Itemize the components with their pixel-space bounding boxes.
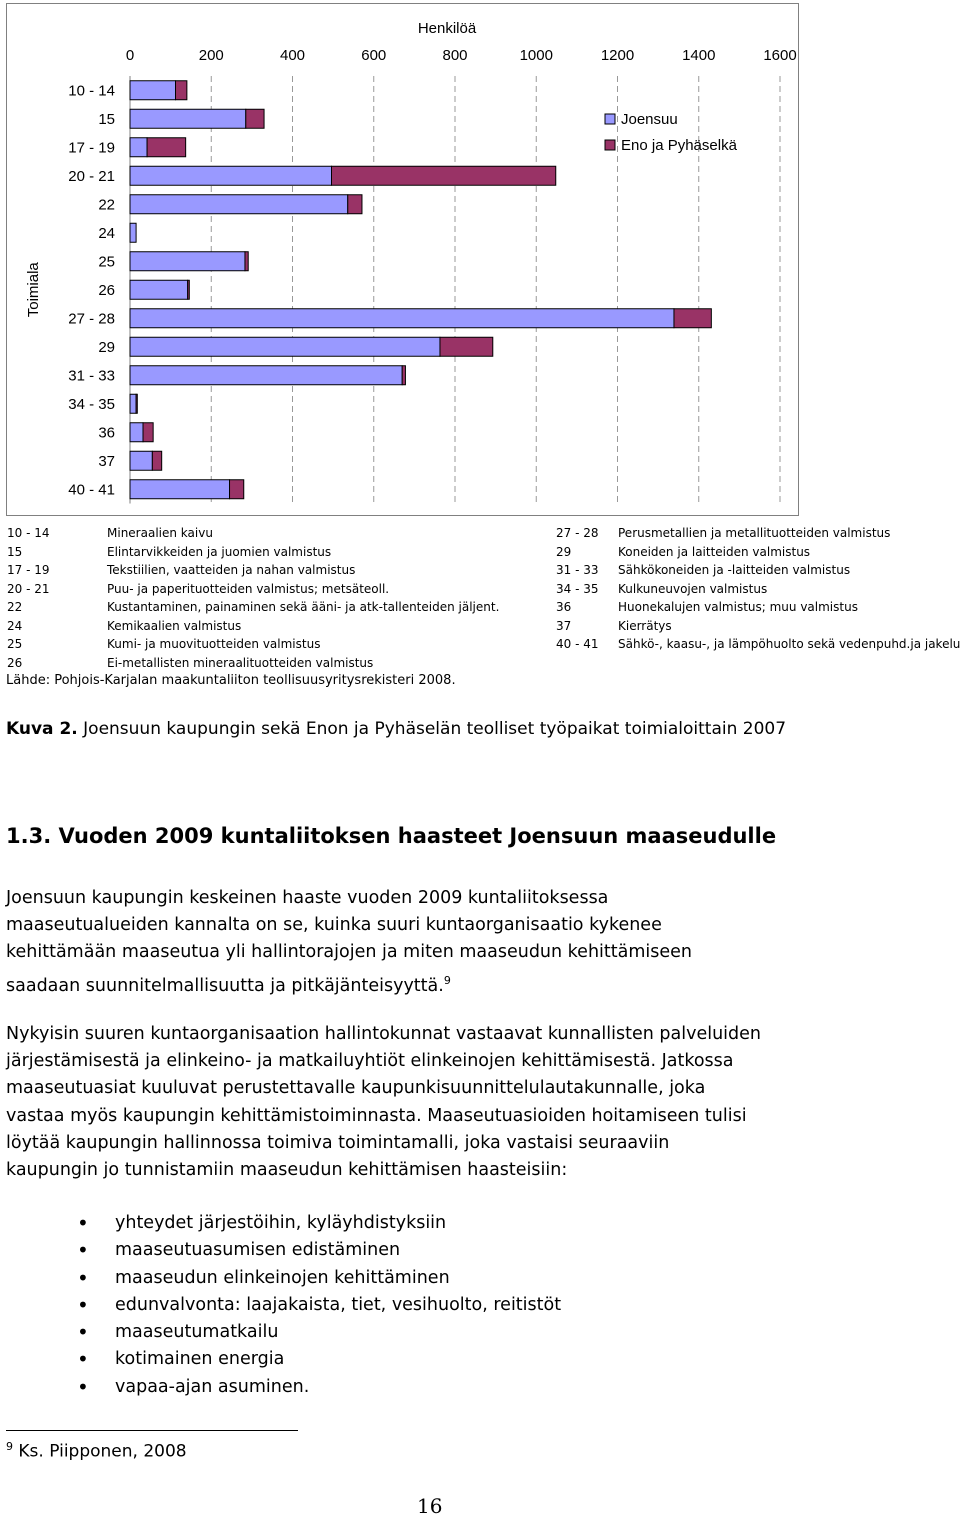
legend-code: 31 - 33 xyxy=(556,563,599,577)
x-tick-label: 600 xyxy=(361,47,387,64)
legend-label: Perusmetallien ja metallituotteiden valmistus xyxy=(618,526,891,540)
footnote-number: 9 xyxy=(6,1440,13,1453)
legend-row xyxy=(7,580,499,599)
x-tick-label: 0 xyxy=(125,47,135,64)
legend-label: Kustantaminen, painaminen sekä ääni- ja atk-tallenteiden jäljent. xyxy=(107,600,500,614)
legend-swatch xyxy=(605,114,615,124)
legend-code: 24 xyxy=(7,618,23,633)
bar-chart xyxy=(7,4,798,515)
x-tick-label: 1000 xyxy=(519,47,553,64)
bar-eno-pyhaselka xyxy=(147,138,186,157)
text-line: järjestämisestä ja elinkeino- ja matkailuyhtiöt elinkeinojen kehittämisestä. Jatkossa xyxy=(6,1051,734,1072)
footnote xyxy=(6,1440,187,1462)
legend-label: Sähkökoneiden ja -laitteiden valmistus xyxy=(618,563,851,577)
legend-row xyxy=(556,635,960,654)
paragraph-2 xyxy=(6,1021,956,1184)
bar-joensuu xyxy=(130,166,332,185)
bar-eno-pyhaselka xyxy=(348,195,362,214)
chart-container xyxy=(6,3,799,516)
y-tick-label: 37 xyxy=(98,452,115,470)
y-tick-label: 27 - 28 xyxy=(68,310,115,328)
y-tick-label: 15 xyxy=(98,110,115,128)
legend-code: 17 - 19 xyxy=(7,563,50,577)
list-item: • edunvalvonta: laajakaista, tiet, vesihuolto, reitistöt xyxy=(0,1292,561,1319)
legend-row xyxy=(556,617,960,636)
bar-eno-pyhaselka xyxy=(143,423,153,442)
legend-code: 37 xyxy=(556,618,572,633)
legend-swatch xyxy=(605,140,615,150)
chart-title: Henkilöä xyxy=(417,20,477,37)
y-tick-label: 26 xyxy=(98,281,115,299)
legend-label: Huonekalujen valmistus; muu valmistus xyxy=(618,600,858,614)
bar-eno-pyhaselka xyxy=(440,337,493,356)
y-tick-label: 40 - 41 xyxy=(68,481,115,499)
legend-code: 15 xyxy=(7,544,23,559)
legend-entry: Joensuu xyxy=(621,111,678,128)
legend-row xyxy=(7,617,499,636)
text-line: löytää kaupungin hallinnossa toimiva toimintamalli, joka vastaisi seuraaviin xyxy=(6,1132,670,1153)
y-tick-label: 24 xyxy=(98,224,115,242)
bar-joensuu xyxy=(130,252,245,271)
bar-eno-pyhaselka xyxy=(332,166,556,185)
bar-joensuu xyxy=(130,195,348,214)
bar-joensuu xyxy=(130,451,152,470)
x-tick-label: 1400 xyxy=(682,47,716,64)
legend-label: Koneiden ja laitteiden valmistus xyxy=(618,544,811,559)
legend-row xyxy=(556,598,960,617)
legend-label: Kumi- ja muovituotteiden valmistus xyxy=(107,637,321,651)
legend-label: Ei-metallisten mineraalituotteiden valmistus xyxy=(107,655,374,670)
bar-joensuu xyxy=(130,109,246,128)
bar-joensuu xyxy=(130,81,176,100)
y-tick-label: 25 xyxy=(98,253,115,271)
legend-row xyxy=(7,524,499,543)
legend-label: Kierrätys xyxy=(618,618,672,633)
x-tick-label: 400 xyxy=(279,47,306,64)
legend-label: Kemikaalien valmistus xyxy=(107,618,242,633)
legend-code: 22 xyxy=(7,600,23,614)
y-tick-label: 29 xyxy=(98,338,115,356)
bar-eno-pyhaselka xyxy=(188,280,190,299)
legend-label: Puu- ja paperituotteiden valmistus; metsäteoll. xyxy=(107,581,390,596)
footnote-text: Ks. Piipponen, 2008 xyxy=(13,1441,187,1462)
legend-label: Tekstiilien, vaatteiden ja nahan valmistus xyxy=(107,563,356,577)
bar-joensuu xyxy=(130,337,440,356)
bar-joensuu xyxy=(130,480,230,499)
y-tick-label: 34 - 35 xyxy=(68,395,115,413)
text-line: maaseutualueiden kannalta on se, kuinka suuri kuntaorganisaatio kykenee xyxy=(6,915,662,936)
legend-row xyxy=(556,524,960,543)
figure-caption xyxy=(6,719,786,739)
list-item: • maaseudun elinkeinojen kehittäminen xyxy=(0,1265,561,1292)
bar-eno-pyhaselka xyxy=(402,366,405,385)
text-line: Nykyisin suuren kuntaorganisaation hallintokunnat vastaavat kunnallisten palveluiden xyxy=(6,1024,762,1044)
y-axis-label: Toimiala xyxy=(25,262,42,318)
text-line: kaupungin jo tunnistamiin maaseudun kehittämisen haasteisiin: xyxy=(6,1160,568,1181)
legend-code: 25 xyxy=(7,637,23,651)
y-tick-label: 20 - 21 xyxy=(68,167,115,185)
legend-row xyxy=(7,635,499,654)
chart-source: Lähde: Pohjois-Karjalan maakuntaliiton teollisuusyritysrekisteri 2008. xyxy=(6,673,456,688)
bar-joensuu xyxy=(130,366,402,385)
legend-code: 36 xyxy=(556,600,572,614)
list-item: • vapaa-ajan asuminen. xyxy=(0,1374,561,1401)
legend-entry: Eno ja Pyhäselkä xyxy=(621,137,737,154)
bar-joensuu xyxy=(130,309,674,328)
list-item: • kotimainen energia xyxy=(0,1346,561,1373)
bar-eno-pyhaselka xyxy=(230,480,244,499)
section-heading: 1.3. Vuoden 2009 kuntaliitoksen haasteet Joensuun maaseudulle xyxy=(6,824,777,848)
y-tick-label: 10 - 14 xyxy=(68,82,115,100)
x-tick-label: 1600 xyxy=(763,47,797,64)
bar-joensuu xyxy=(130,423,143,442)
bar-eno-pyhaselka xyxy=(136,394,137,413)
legend-code: 20 - 21 xyxy=(7,581,50,596)
text-line: vastaa myös kaupungin kehittämistoiminnasta. Maaseutuasioiden hoitamiseen tulisi xyxy=(6,1105,747,1126)
legend-row xyxy=(556,580,960,599)
legend-code: 26 xyxy=(7,655,23,670)
y-tick-label: 36 xyxy=(98,424,115,442)
text-line: saadaan suunnitelmallisuutta ja pitkäjänteisyyttä. xyxy=(6,975,444,996)
caption-text: Joensuun kaupungin sekä Enon ja Pyhäselän teolliset työpaikat toimialoittain 2007 xyxy=(77,719,787,739)
legend-row xyxy=(7,561,499,580)
legend-row xyxy=(7,654,499,673)
legend-row xyxy=(7,543,499,562)
legend-label: Sähkö-, kaasu-, ja lämpöhuolto sekä vedenpuhd.ja jakelu xyxy=(618,637,960,651)
bar-joensuu xyxy=(130,280,188,299)
text-line: maaseutuasiat kuuluvat perustettavalle kaupunkisuunnittelulautakunnalle, joka xyxy=(6,1078,706,1099)
legend-code: 10 - 14 xyxy=(7,526,50,540)
paragraph-1 xyxy=(6,885,956,1000)
bar-eno-pyhaselka xyxy=(176,81,187,100)
bar-joensuu xyxy=(130,394,136,413)
bar-eno-pyhaselka xyxy=(246,109,264,128)
code-legend-right xyxy=(556,524,960,654)
legend-code: 40 - 41 xyxy=(556,637,599,651)
x-tick-label: 800 xyxy=(442,47,468,64)
legend-row xyxy=(556,543,960,562)
bar-joensuu xyxy=(130,223,136,242)
y-tick-label: 17 - 19 xyxy=(68,139,115,157)
bar-joensuu xyxy=(130,138,147,157)
page-number: 16 xyxy=(417,1494,443,1518)
legend-label: Mineraalien kaivu xyxy=(107,526,213,540)
list-item: • maaseutumatkailu xyxy=(0,1319,561,1346)
legend-code: 34 - 35 xyxy=(556,581,599,596)
x-tick-label: 200 xyxy=(198,47,224,64)
bullet-list xyxy=(0,1210,561,1401)
legend-code: 27 - 28 xyxy=(556,526,599,540)
code-legend-left xyxy=(7,524,499,672)
legend-label: Kulkuneuvojen valmistus xyxy=(618,581,768,596)
text-line: kehittämään maaseutua yli hallintorajojen ja miten maaseudun kehittämiseen xyxy=(6,942,693,963)
footnote-divider xyxy=(6,1430,298,1431)
bar-eno-pyhaselka xyxy=(245,252,248,271)
legend-label: Elintarvikkeiden ja juomien valmistus xyxy=(107,544,332,559)
footnote-reference: 9 xyxy=(443,973,451,987)
list-item: • yhteydet järjestöihin, kyläyhdistyksiin xyxy=(0,1210,561,1237)
y-tick-label: 22 xyxy=(98,196,115,214)
legend-row xyxy=(7,598,499,617)
caption-label: Kuva 2. xyxy=(6,719,78,739)
legend-code: 29 xyxy=(556,544,572,559)
legend-row xyxy=(556,561,960,580)
list-item: • maaseutuasumisen edistäminen xyxy=(0,1237,561,1264)
text-line: Joensuun kaupungin keskeinen haaste vuoden 2009 kuntaliitoksessa xyxy=(6,888,609,908)
x-tick-label: 1200 xyxy=(600,47,635,64)
bar-eno-pyhaselka xyxy=(674,309,711,328)
y-tick-label: 31 - 33 xyxy=(68,367,115,385)
bar-eno-pyhaselka xyxy=(152,451,161,470)
